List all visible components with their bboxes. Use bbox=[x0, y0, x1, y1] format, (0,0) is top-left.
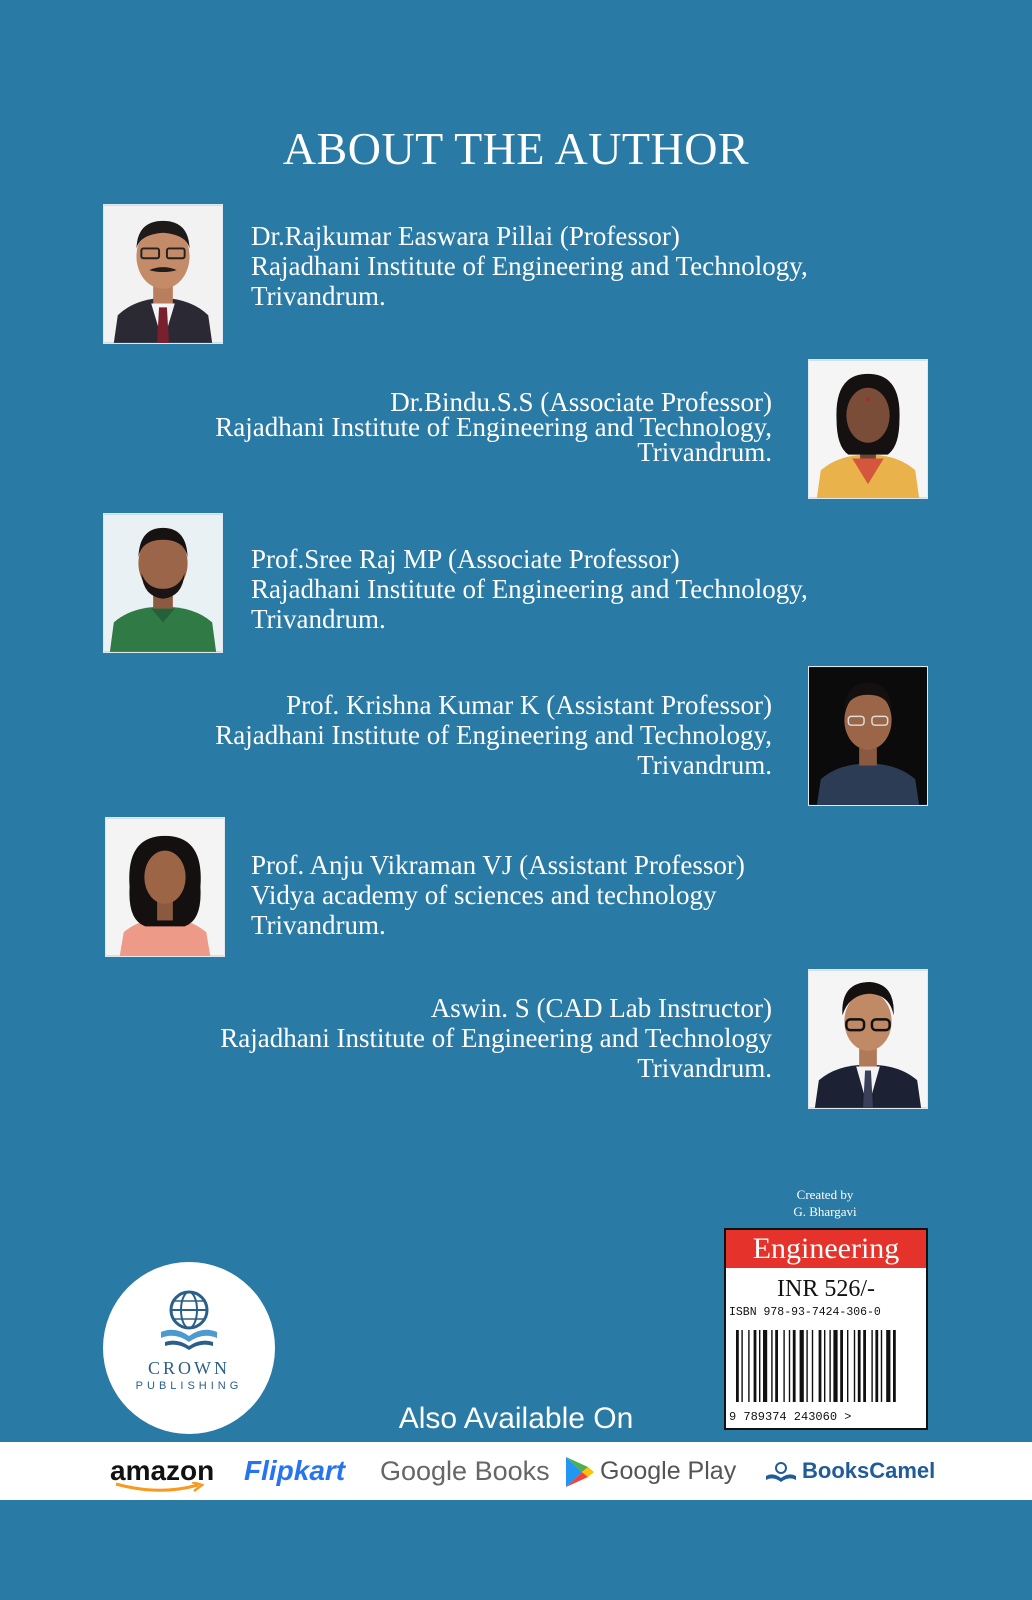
author-bio-5 bbox=[251, 850, 745, 940]
publisher-subtitle: PUBLISHING bbox=[135, 1380, 243, 1392]
author-name: Aswin. S (CAD Lab Instructor) bbox=[430, 993, 772, 1023]
page-title: ABOUT THE AUTHOR bbox=[282, 123, 750, 174]
author-affiliation: Rajadhani Institute of Engineering and Technology, bbox=[251, 251, 808, 281]
store-bookscamel-label: BooksCamel bbox=[802, 1458, 936, 1483]
author-city: Trivandrum. bbox=[251, 281, 386, 311]
author-bio-3 bbox=[251, 544, 808, 634]
author-1-portrait-icon bbox=[104, 205, 222, 343]
author-bio-6 bbox=[220, 993, 772, 1083]
author-name: Dr.Bindu.S.S (Associate Professor) bbox=[390, 387, 772, 417]
author-name: Prof. Anju Vikraman VJ (Assistant Professor) bbox=[251, 850, 745, 880]
author-city: Trivandrum. bbox=[637, 750, 772, 780]
price-box bbox=[724, 1228, 928, 1430]
author-photo-4 bbox=[808, 666, 928, 806]
also-available-heading: Also Available On bbox=[398, 1402, 634, 1435]
publisher-name: CROWN bbox=[148, 1358, 230, 1378]
author-affiliation: Rajadhani Institute of Engineering and Technology, bbox=[215, 720, 772, 750]
author-city: Trivandrum. bbox=[637, 437, 772, 467]
store-amazon-label: amazon bbox=[110, 1455, 215, 1486]
store-google-play[interactable] bbox=[564, 1442, 736, 1500]
globe-book-icon bbox=[161, 1286, 217, 1352]
author-photo-2 bbox=[808, 359, 928, 499]
author-photo-1 bbox=[103, 204, 223, 344]
store-amazon[interactable] bbox=[110, 1442, 214, 1500]
author-bio-2 bbox=[215, 387, 772, 467]
author-affiliation: Rajadhani Institute of Engineering and Technology, bbox=[215, 412, 772, 442]
author-affiliation: Vidya academy of sciences and technology bbox=[251, 880, 717, 910]
amazon-smile-icon bbox=[114, 1482, 204, 1494]
credit-label: Created by bbox=[796, 1187, 854, 1202]
isbn: ISBN 978-93-7424-306-0 bbox=[729, 1306, 881, 1319]
author-city: Trivandrum. bbox=[251, 604, 386, 634]
bookscamel-icon bbox=[764, 1460, 798, 1484]
store-flipkart-label: Flipkart bbox=[244, 1455, 346, 1486]
store-google-play-label: Google Play bbox=[600, 1457, 737, 1485]
author-photo-5 bbox=[105, 817, 225, 957]
barcode-digits: 9 789374 243060 > bbox=[729, 1410, 852, 1424]
author-4-portrait-icon bbox=[809, 667, 927, 805]
barcode-icon bbox=[736, 1330, 918, 1406]
store-flipkart[interactable] bbox=[244, 1442, 345, 1500]
store-google-books-label: Google Books bbox=[380, 1456, 550, 1486]
price: INR 526/- bbox=[777, 1276, 875, 1302]
author-bio-1 bbox=[251, 221, 808, 311]
credit-name: G. Bhargavi bbox=[793, 1204, 857, 1219]
author-photo-3 bbox=[103, 513, 223, 653]
author-photo-6 bbox=[808, 969, 928, 1109]
author-affiliation: Rajadhani Institute of Engineering and Technology, bbox=[251, 574, 808, 604]
genre-band: Engineering bbox=[726, 1230, 926, 1268]
store-bookscamel[interactable] bbox=[764, 1442, 935, 1500]
google-play-icon bbox=[564, 1455, 594, 1489]
author-name: Dr.Rajkumar Easwara Pillai (Professor) bbox=[251, 221, 680, 251]
author-affiliation: Rajadhani Institute of Engineering and Technology bbox=[220, 1023, 772, 1053]
author-city: Trivandrum. bbox=[637, 1053, 772, 1083]
author-city: Trivandrum. bbox=[251, 910, 386, 940]
author-bio-4 bbox=[215, 690, 772, 780]
author-5-portrait-icon bbox=[106, 818, 224, 956]
credit bbox=[760, 1186, 890, 1220]
store-google-books[interactable] bbox=[380, 1442, 550, 1500]
store-band bbox=[0, 1442, 1032, 1500]
author-name: Prof.Sree Raj MP (Associate Professor) bbox=[251, 544, 680, 574]
author-6-portrait-icon bbox=[809, 970, 927, 1108]
author-2-portrait-icon bbox=[809, 360, 927, 498]
author-3-portrait-icon bbox=[104, 514, 222, 652]
author-name: Prof. Krishna Kumar K (Assistant Professor) bbox=[286, 690, 772, 720]
